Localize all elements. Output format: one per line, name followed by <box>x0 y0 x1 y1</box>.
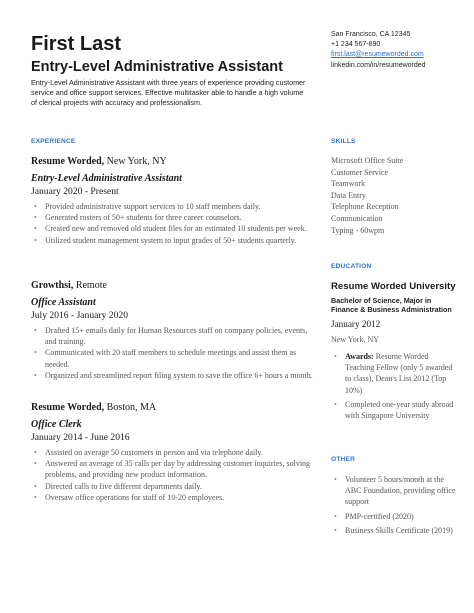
list-item: • PMP-certified (2020) <box>331 511 456 522</box>
job-dates: January 2020 - Present <box>31 186 119 197</box>
education-heading: EDUCATION <box>331 263 372 270</box>
list-item: • Volunteer 5 hours/month at the ABC Foundation, providing office support <box>331 474 456 508</box>
candidate-title: Entry-Level Administrative Assistant <box>31 59 283 75</box>
list-item: • Completed one-year study abroad with Singapore University <box>331 399 456 421</box>
list-item: Customer Service <box>331 167 389 177</box>
education-degree: Bachelor of Science, Major in Finance & Business Administration <box>331 296 452 314</box>
job-bullets <box>31 447 316 503</box>
awards-label: Awards: <box>345 352 374 361</box>
list-item: • Drafted 15+ emails daily for Human Resources staff on company policies, events, and training. <box>31 325 316 347</box>
list-item: • Answered an average of 35 calls per day by addressing customer inquiries, solving problems, and providing new product information. <box>31 458 316 480</box>
list-item: • Business Skills Certificate (2019) <box>331 525 456 536</box>
job-role: Entry-Level Administrative Assistant <box>31 173 182 184</box>
contact-block <box>331 30 466 71</box>
other-block <box>331 474 456 536</box>
list-item: • Provided administrative support services to 10 staff members daily. <box>31 201 316 212</box>
list-item: Telephone Reception <box>331 202 399 212</box>
list-item: • Generated rosters of 50+ students for three career counselors. <box>31 212 316 223</box>
contact-phone: +1 234 567-890 <box>331 41 381 49</box>
job-dates: July 2016 - January 2020 <box>31 310 128 321</box>
education-school: Resume Worded University <box>331 281 456 292</box>
other-heading: OTHER <box>331 456 356 463</box>
job-entry <box>31 401 316 503</box>
company-name: Resume Worded, <box>31 402 105 413</box>
company-name: Resume Worded, <box>31 156 105 167</box>
job-company <box>31 279 316 292</box>
job-dates: January 2014 - June 2016 <box>31 432 130 443</box>
list-item: Microsoft Office Suite <box>331 156 404 165</box>
education-block <box>331 281 456 421</box>
other-bullets <box>331 474 456 536</box>
company-location: Boston, MA <box>104 402 157 413</box>
contact-location: San Francisco, CA 12345 <box>331 31 411 38</box>
job-entry <box>31 155 316 246</box>
list-item: • Communicated with 20 staff members to schedule meetings and assist them as needed. <box>31 347 316 369</box>
contact-linkedin: linkedin.com/in/resumeworded <box>331 61 426 69</box>
list-item: • Assisted on average 50 customers in person and via telephone daily. <box>31 447 316 458</box>
company-location: New York, NY <box>104 156 167 167</box>
job-role: Office Assistant <box>31 297 96 308</box>
list-item: Communication <box>331 213 383 223</box>
list-item: Data Entry <box>331 190 366 200</box>
skills-list <box>331 155 456 236</box>
skills-heading: SKILLS <box>331 138 356 145</box>
job-company <box>31 155 316 168</box>
list-item <box>331 351 456 396</box>
contact-email-link[interactable]: first.last@resumeworded.com <box>331 51 424 59</box>
list-item: • Utilized student management system to input grades of 50+ students quarterly. <box>31 235 316 246</box>
education-bullets <box>331 351 456 421</box>
education-location: New York, NY <box>331 335 380 344</box>
list-item: Typing - 60wpm <box>331 225 385 235</box>
job-entry <box>31 279 316 381</box>
company-name: Growthsi, <box>31 280 74 291</box>
job-bullets <box>31 325 316 381</box>
company-location: Remote <box>73 280 107 291</box>
list-item: • Directed calls to five different departments daily. <box>31 481 316 492</box>
job-role: Office Clerk <box>31 419 82 430</box>
list-item: • Organized and streamlined report filing system to save the office 6+ hours a month. <box>31 370 316 381</box>
job-company <box>31 401 316 414</box>
education-date: January 2012 <box>331 319 381 329</box>
awards-text: Resume Worded Teaching Fellow (only 5 awarded to class), Dean's List 2012 (Top 10%) <box>345 352 453 395</box>
list-item: Teamwork <box>331 179 366 189</box>
list-item: • Oversaw office operations for staff of 10-20 employees. <box>31 492 316 503</box>
summary-text: Entry-Level Administrative Assistant with three years of experience providing customer service and office support services. Effective multitasker able to handle a high volume of clerical projects with accuracy and professionalism. <box>31 78 306 108</box>
candidate-name: First Last <box>31 33 122 55</box>
list-item: • Created new and removed old student files for an estimated 10 students per week. <box>31 223 316 234</box>
experience-heading: EXPERIENCE <box>31 138 76 145</box>
job-bullets <box>31 201 316 246</box>
